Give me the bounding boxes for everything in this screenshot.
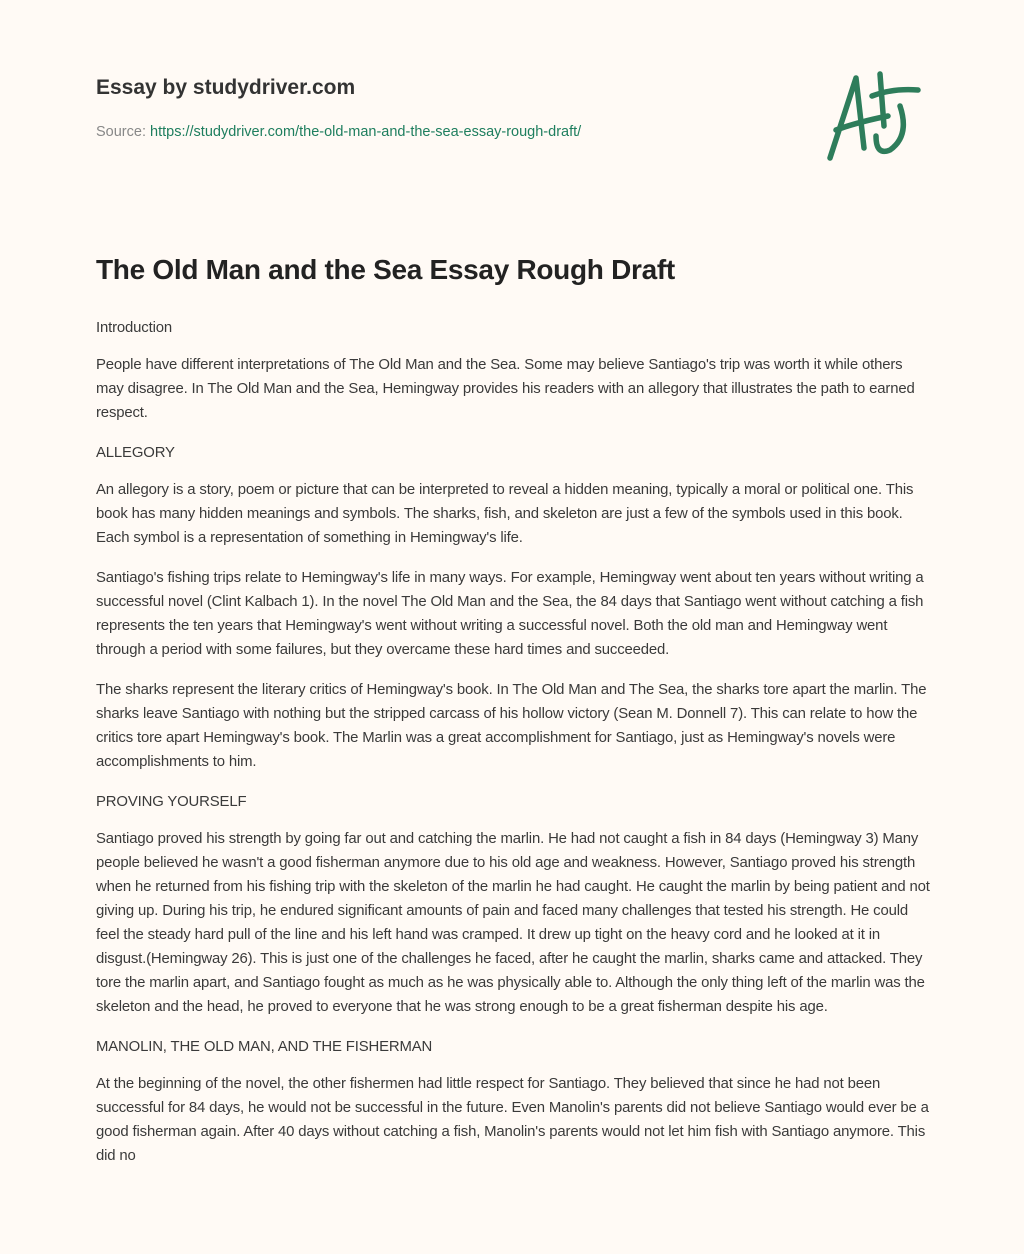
source-link[interactable]: https://studydriver.com/the-old-man-and-the-sea-essay-rough-draft/ bbox=[150, 124, 582, 140]
paragraph: The sharks represent the literary critics of Hemingway's book. In The Old Man and The Sea, the sharks tore apart the marlin. The sharks leave Santiago with nothing but the stripped carcass of his hollow victory (Sean M. Donnell 7). This can relate to how the critics tore apart Hemingway's book. The Marlin was a great accomplishment for Santiago, just as Hemingway's novels were accomplishments to him. bbox=[96, 682, 927, 770]
paragraph: At the beginning of the novel, the other fishermen had little respect for Santiago. They believed that since he had not been successful for 84 days, he would not be successful in the future. Even Manolin's parents did not believe Santiago would ever be a good fisherman again. After 40 days without catching a fish, Manolin's parents would not let him fish with Santiago anymore. This did no bbox=[96, 1076, 929, 1164]
section-heading: PROVING YOURSELF bbox=[96, 794, 247, 810]
section-heading: Introduction bbox=[96, 320, 173, 336]
section-heading: MANOLIN, THE OLD MAN, AND THE FISHERMAN bbox=[96, 1039, 433, 1055]
a-plus-logo-icon bbox=[818, 66, 928, 166]
section-heading: ALLEGORY bbox=[96, 445, 175, 461]
essay-body bbox=[96, 316, 932, 1184]
page-title: The Old Man and the Sea Essay Rough Draft bbox=[96, 254, 675, 285]
source-line bbox=[96, 124, 581, 140]
paragraph: An allegory is a story, poem or picture that can be interpreted to reveal a hidden meaning, typically a moral or political one. This book has many hidden meanings and symbols. The sharks, fish, and skeleton are just a few of the symbols used in this book. Each symbol is a representation of something in Hemingway's life. bbox=[96, 482, 914, 546]
site-brand: Essay by studydriver.com bbox=[96, 76, 356, 99]
source-label: Source: bbox=[96, 124, 146, 140]
paragraph: Santiago's fishing trips relate to Hemingway's life in many ways. For example, Hemingway went about ten years without writing a successful novel (Clint Kalbach 1). In the novel The Old Man and the Sea, the 84 days that Santiago went without catching a fish represents the ten years that Hemingway's went without writing a successful novel. Both the old man and Hemingway went through a period with some failures, but they overcame these hard times and succeeded. bbox=[96, 570, 924, 658]
paragraph: Santiago proved his strength by going far out and catching the marlin. He had not caught a fish in 84 days (Hemingway 3) Many people believed he wasn't a good fisherman anymore due to his old age and weakness. However, Santiago proved his strength when he returned from his fishing trip with the skeleton of the marlin he had caught. He caught the marlin by being patient and not giving up. During his trip, he endured significant amounts of pain and faced many challenges that tested his strength. He could feel the steady hard pull of the line and his left hand was cramped. It drew up tight on the heavy cord and he looked at it in disgust.(Hemingway 26). This is just one of the challenges he faced, after he caught the marlin, sharks came and attacked. They tore the marlin apart, and Santiago fought as much as he was physically able to. Although the only thing left of the marlin was the skeleton and the head, he proved to everyone that he was strong enough to be a great fisherman despite his age. bbox=[96, 831, 930, 1015]
paragraph: People have different interpretations of The Old Man and the Sea. Some may believe Santiago's trip was worth it while others may disagree. In The Old Man and the Sea, Hemingway provides his readers with an allegory that illustrates the path to earned respect. bbox=[96, 357, 915, 421]
